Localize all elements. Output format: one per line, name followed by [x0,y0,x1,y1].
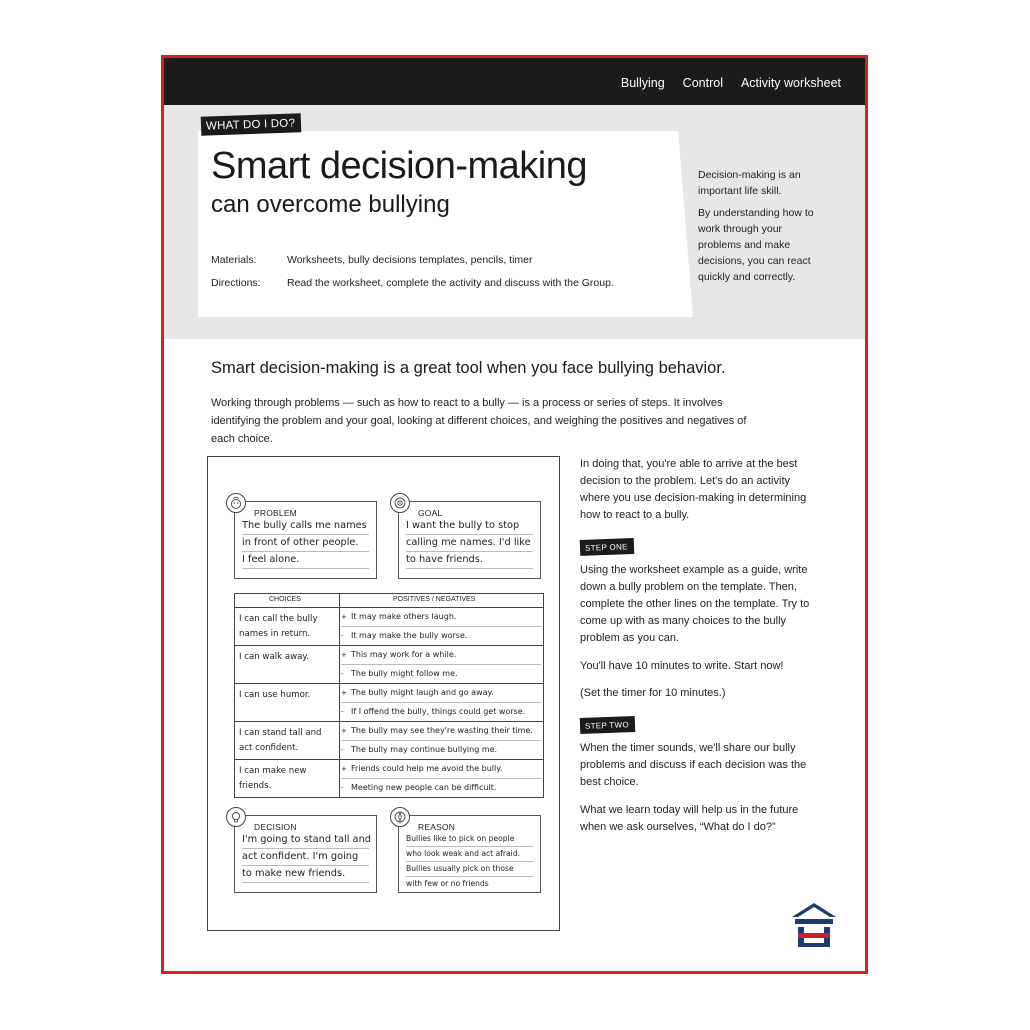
plus-sign: + [341,613,347,621]
negative-text [341,627,541,646]
decision-line: act confident. I'm going [242,849,369,866]
goal-line: I want the bully to stop [406,518,533,535]
negative-value: Meeting new people can be difficult. [351,783,497,792]
aside-paragraph: Decision-making is an important life skill. [698,169,801,197]
page-subtitle: can overcome bullying [211,191,450,218]
table-row [235,684,543,722]
thinking-face-icon [226,493,246,513]
aside-paragraph: By understanding how to work through your problems and make decisions, you can react quickly and correctly. [698,207,814,283]
minus-sign: - [341,784,344,792]
plus-sign: + [341,727,347,735]
problem-line: in front of other people. [242,535,369,552]
decision-title: DECISION [254,822,297,832]
table-row [235,646,543,684]
choices-header: CHOICES [269,596,301,603]
compass-icon [390,807,410,827]
positive-value: The bully might laugh and go away. [351,688,494,697]
house-logo-icon [789,901,839,951]
section-tag: WHAT DO I DO? [201,113,302,135]
problem-title: PROBLEM [254,508,297,518]
goal-title: GOAL [418,508,443,518]
instructions-paragraph: You'll have 10 minutes to write. Start now! [580,660,784,672]
positive-value: The bully may see they're wasting their time. [351,726,533,735]
directions-label: Directions: [211,277,261,289]
choice-text: I can call the bully names in return. [239,614,318,639]
reason-line: Bullies usually pick on those [406,862,533,877]
decision-box [234,815,377,893]
negative-text [341,779,541,798]
aside-note [698,167,818,291]
negative-text [341,665,541,684]
decision-line: I'm going to stand tall and [242,832,369,849]
minus-sign: - [341,708,344,716]
hero-section [164,105,865,339]
step-two-badge: STEP TWO [580,716,635,734]
table-row [235,760,543,798]
materials-label: Materials: [211,254,257,266]
worksheet-page [161,55,868,974]
intro-paragraph: Working through problems — such as how to react to a bully — is a process or series of steps. It involves identifying the problem and your goal, looking at different choices, and weighing the positives and negatives of each choice. [211,397,747,445]
instructions-paragraph: (Set the timer for 10 minutes.) [580,687,726,699]
choices-table [234,593,544,798]
negative-value: The bully might follow me. [351,669,458,678]
reason-box [398,815,541,893]
nav-bullying[interactable]: Bullying [620,76,665,90]
positive-value: Friends could help me avoid the bully. [351,764,503,773]
minus-sign: - [341,632,344,640]
problem-box [234,501,377,579]
positive-value: This may work for a while. [351,650,457,659]
pn-header: POSITIVES / NEGATIVES [393,596,476,603]
negative-value: If I offend the bully, things could get worse. [351,707,526,716]
positive-text [341,722,541,741]
positive-text [341,760,541,779]
materials-value: Worksheets, bully decisions templates, pencils, timer [287,254,533,266]
reason-line: Bullies like to pick on people [406,832,533,847]
positive-text [341,684,541,703]
table-row [235,608,543,646]
instructions-paragraph: When the timer sounds, we'll share our bully problems and discuss if each decision was the best choice. [580,742,807,788]
positive-text [341,608,541,627]
negative-text [341,703,541,722]
plus-sign: + [341,765,347,773]
goal-box [398,501,541,579]
minus-sign: - [341,746,344,754]
plus-sign: + [341,651,347,659]
decision-line: to make new friends. [242,866,369,883]
target-icon [390,493,410,513]
problem-line: The bully calls me names [242,518,369,535]
goal-line: to have friends. [406,552,533,569]
example-worksheet [207,456,560,931]
directions-value: Read the worksheet, complete the activity and discuss with the Group. [287,277,614,289]
lightbulb-icon [226,807,246,827]
choice-text: I can stand tall and act confident. [239,728,322,753]
problem-line: I feel alone. [242,552,369,569]
lead-heading: Smart decision-making is a great tool when you face bullying behavior. [211,359,726,377]
choices-table-header [235,594,543,608]
choice-text: I can use humor. [239,690,311,700]
page-title: Smart decision-making [211,145,587,187]
choice-text: I can walk away. [239,652,309,662]
positive-value: It may make others laugh. [351,612,457,621]
plus-sign: + [341,689,347,697]
negative-value: It may make the bully worse. [351,631,468,640]
nav-activity-worksheet[interactable]: Activity worksheet [740,76,841,90]
minus-sign: - [341,670,344,678]
top-bar [164,58,865,105]
reason-title: REASON [418,822,456,832]
breadcrumb [621,76,841,90]
instructions-paragraph: Using the worksheet example as a guide, write down a bully problem on the template. Then, complete the other lines on the template. Try to come up with as many choices to the bully problem as you can. [580,564,810,644]
positive-text [341,646,541,665]
reason-line: who look weak and act afraid. [406,847,533,862]
negative-text [341,741,541,760]
instructions-paragraph: What we learn today will help us in the future when we ask ourselves, “What do I do?” [580,804,799,833]
reason-line: with few or no friends [406,879,489,888]
choice-text: I can make new friends. [239,766,307,791]
nav-control[interactable]: Control [682,76,723,90]
negative-value: The bully may continue bullying me. [351,745,498,754]
goal-line: calling me names. I'd like [406,535,533,552]
table-row [235,722,543,760]
instructions-paragraph: In doing that, you're able to arrive at the best decision to the problem. Let's do an activity where you use decision-making in determining how to react to a bully. [580,458,807,521]
step-one-badge: STEP ONE [580,538,634,556]
